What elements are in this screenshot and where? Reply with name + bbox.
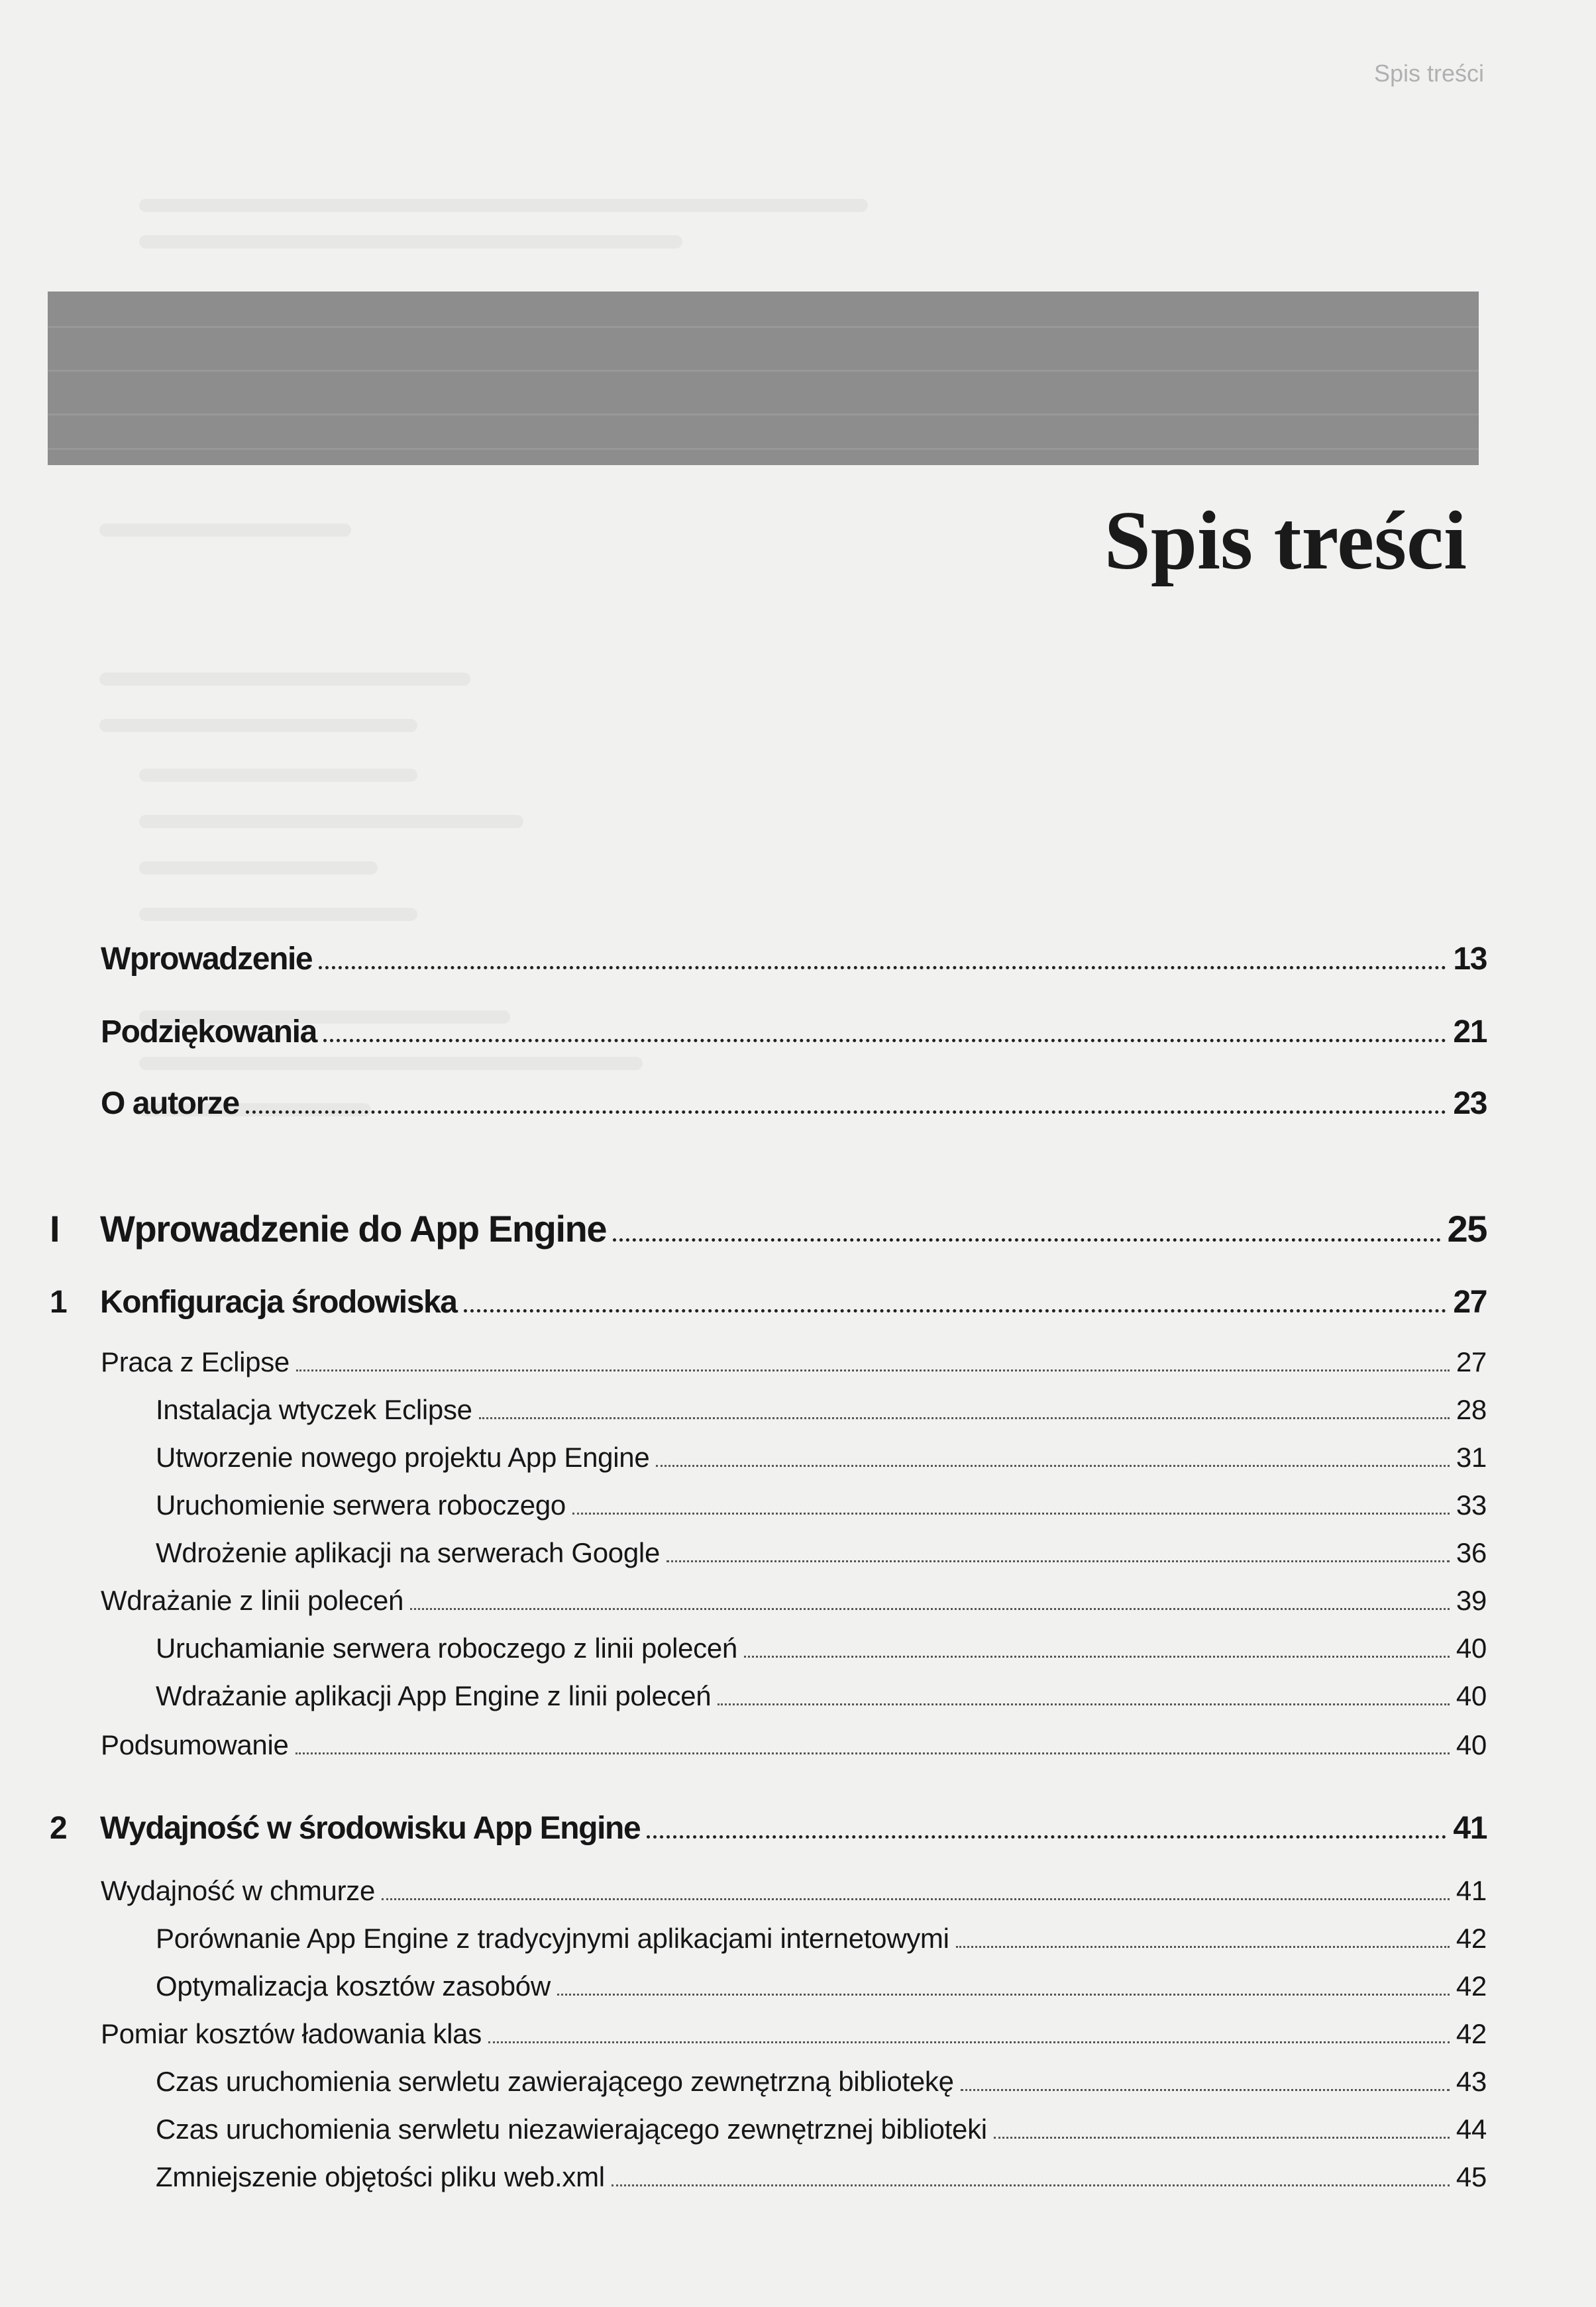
toc-entry-page: 43	[1456, 2066, 1487, 2097]
chapter-page: 41	[1453, 1811, 1487, 1846]
toc-entry-label: Uruchamianie serwera roboczego z linii poleceń	[156, 1633, 737, 1664]
dot-leader	[488, 2033, 1450, 2043]
chapter-label: Konfiguracja środowiska	[100, 1285, 457, 1320]
toc-entry-page: 31	[1456, 1442, 1487, 1473]
toc-entry-page: 13	[1453, 941, 1487, 977]
toc-entry-front-matter[interactable]	[101, 1014, 1487, 1053]
toc-entry-page: 42	[1456, 1970, 1487, 2002]
chapter-page: 27	[1453, 1285, 1487, 1320]
toc-entry-label: Instalacja wtyczek Eclipse	[156, 1394, 472, 1425]
toc-entry-label: Porównanie App Engine z tradycyjnymi aplikacjami internetowymi	[156, 1923, 949, 1954]
toc-entry-label: Praca z Eclipse	[101, 1346, 290, 1377]
dot-leader	[296, 1362, 1450, 1371]
toc-entry-label: Wydajność w chmurze	[101, 1875, 376, 1906]
toc-subentry[interactable]	[156, 2161, 1487, 2197]
dot-leader	[656, 1457, 1449, 1467]
toc-entry-label: Wdrażanie aplikacji App Engine z linii poleceń	[156, 1680, 712, 1711]
dot-leader	[410, 1600, 1450, 1610]
toc-entry-label: Podsumowanie	[101, 1729, 289, 1760]
toc-entry-page: 28	[1456, 1394, 1487, 1425]
dot-leader	[323, 1031, 1447, 1042]
toc-chapter[interactable]	[50, 1810, 1487, 1850]
dot-leader	[295, 1744, 1450, 1754]
dot-leader	[961, 2081, 1450, 2091]
part-page: 25	[1447, 1208, 1487, 1250]
toc-entry-page: 33	[1456, 1489, 1487, 1521]
running-header: Spis treści	[1373, 60, 1484, 87]
toc-subentry[interactable]	[156, 1633, 1487, 1668]
toc-subentry[interactable]	[156, 1394, 1487, 1430]
dot-leader	[319, 958, 1446, 969]
chapter-label: Wydajność w środowisku App Engine	[100, 1811, 641, 1846]
toc-subentry[interactable]	[156, 1537, 1487, 1573]
dot-leader	[572, 1505, 1450, 1515]
toc-entry-label: Optymalizacja kosztów zasobów	[156, 1970, 551, 2002]
toc-entry-page: 44	[1456, 2114, 1487, 2145]
dot-leader	[612, 2176, 1450, 2186]
toc-subentry[interactable]	[156, 1923, 1487, 1958]
toc-entry[interactable]	[101, 1729, 1487, 1765]
toc-subentry[interactable]	[156, 1442, 1487, 1477]
dot-leader	[666, 1552, 1450, 1562]
toc-entry-page: 23	[1453, 1086, 1487, 1121]
toc-entry-front-matter[interactable]	[101, 941, 1487, 981]
dot-leader	[382, 1890, 1450, 1900]
dot-leader	[744, 1648, 1450, 1658]
toc-entry-label: Czas uruchomienia serwletu niezawierającego zewnętrznej biblioteki	[156, 2114, 987, 2145]
toc-entry-label: Utworzenie nowego projektu App Engine	[156, 1442, 650, 1473]
toc-entry-page: 40	[1456, 1729, 1487, 1760]
toc-entry-page: 42	[1456, 2018, 1487, 2049]
toc-entry[interactable]	[101, 1875, 1487, 1911]
toc-entry-label: Uruchomienie serwera roboczego	[156, 1489, 566, 1521]
toc-entry[interactable]	[101, 2018, 1487, 2054]
toc-entry-label: Wdrażanie z linii poleceń	[101, 1585, 404, 1616]
toc-entry-front-matter[interactable]	[101, 1085, 1487, 1125]
toc-subentry[interactable]	[156, 2114, 1487, 2149]
chapter-number: 2	[50, 1811, 67, 1846]
toc-entry-page: 40	[1456, 1680, 1487, 1711]
toc-entry-page: 42	[1456, 1923, 1487, 1954]
dot-leader	[718, 1695, 1450, 1705]
toc-entry-label: Pomiar kosztów ładowania klas	[101, 2018, 482, 2049]
decorative-grey-band	[48, 292, 1479, 465]
dot-leader	[464, 1301, 1447, 1313]
dot-leader	[613, 1230, 1440, 1242]
toc-entry-page: 40	[1456, 1633, 1487, 1664]
toc-entry-page: 21	[1453, 1014, 1487, 1049]
dot-leader	[557, 1986, 1450, 1996]
toc-part[interactable]	[50, 1207, 1487, 1250]
toc-entry-label: Wdrożenie aplikacji na serwerach Google	[156, 1537, 661, 1568]
toc-chapter[interactable]	[50, 1284, 1487, 1324]
part-label: Wprowadzenie do App Engine	[100, 1208, 607, 1250]
part-number: I	[50, 1208, 60, 1250]
toc-entry-page: 39	[1456, 1585, 1487, 1616]
toc-entry[interactable]	[101, 1346, 1487, 1382]
dot-leader	[479, 1409, 1450, 1419]
toc-entry-page: 27	[1456, 1346, 1487, 1377]
toc-entry-label: Czas uruchomienia serwletu zawierającego zewnętrzną bibliotekę	[156, 2066, 954, 2097]
dot-leader	[994, 2129, 1450, 2139]
dot-leader	[246, 1102, 1447, 1114]
toc-entry-label: Podziękowania	[101, 1014, 317, 1049]
toc-entry-page: 41	[1456, 1875, 1487, 1906]
toc-entry[interactable]	[101, 1585, 1487, 1621]
toc-subentry[interactable]	[156, 2066, 1487, 2102]
toc-subentry[interactable]	[156, 1489, 1487, 1525]
dot-leader	[647, 1827, 1446, 1839]
toc-subentry[interactable]	[156, 1680, 1487, 1716]
toc-subentry[interactable]	[156, 1970, 1487, 2006]
toc-entry-page: 45	[1456, 2161, 1487, 2192]
toc-entry-label: Wprowadzenie	[101, 941, 313, 977]
toc-entry-label: Zmniejszenie objętości pliku web.xml	[156, 2161, 605, 2192]
chapter-number: 1	[50, 1285, 67, 1320]
toc-entry-page: 36	[1456, 1537, 1487, 1568]
dot-leader	[956, 1938, 1450, 1948]
page-title: Spis treści	[1104, 495, 1467, 587]
toc-entry-label: O autorze	[101, 1086, 239, 1121]
